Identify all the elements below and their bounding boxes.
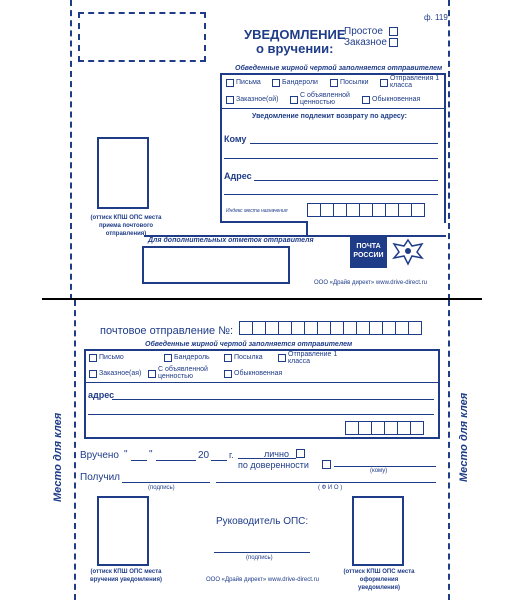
right-dashed-guide [448,0,450,300]
left-dashed-guide-bottom [74,300,76,600]
to-whom-caption: (кому) [370,468,388,474]
proxy-label: по доверенности [238,460,309,470]
left-dashed-guide [70,0,72,300]
glue-area-left: Место для клея [52,412,64,502]
b-type-declared-value-label: С объявленной ценностью [158,366,208,380]
type-registered-label: Заказное(ой) [236,96,279,103]
sender-area-bottom-left [220,221,308,223]
b-type-registered-checkbox[interactable] [89,370,97,378]
index-label: Индекс места назначения [226,208,288,214]
delivered-label: Вручено [80,450,119,461]
year-suffix: г. [229,450,234,460]
option-registered-label: Заказное [344,37,387,48]
b-type-parcel-label: Посылка [234,354,263,361]
b-type-ordinary-checkbox[interactable] [224,370,232,378]
year-prefix: 20 [198,450,210,461]
delivery-stamp-box [97,496,149,566]
day-line[interactable] [131,460,147,461]
publisher-top: ООО «Драйв директ» www.drive-direct.ru [314,280,427,286]
type-parcels-label: Посылки [340,79,369,86]
b-type-first-class-checkbox[interactable] [278,354,286,362]
b-type-registered-label: Заказное(ая) [99,370,142,377]
year-line[interactable] [211,460,227,461]
option-registered-checkbox[interactable] [389,38,398,47]
eagle-emblem-icon [388,236,428,268]
form-number: ф. 119 [424,13,448,22]
issuing-stamp-caption: (оттиск КПШ ОПС места оформления уведомления) [343,569,415,591]
type-parcel-post-checkbox[interactable] [272,79,280,87]
glue-area-right: Место для клея [458,392,470,482]
type-letters-checkbox[interactable] [226,79,234,87]
b-types-divider [84,382,440,383]
right-dashed-guide-bottom [448,300,450,600]
b-type-declared-value-checkbox[interactable] [148,370,156,378]
cut-line [42,298,482,300]
personally-checkbox[interactable] [296,449,305,458]
type-parcel-post-label: Бандероли [282,79,318,86]
address-line-1[interactable] [254,180,438,181]
head-label: Руководитель ОПС: [216,516,309,527]
notice-subtitle: о вручении: [256,41,334,56]
sender-note-bottom: Обведенные жирной чертой заполняется отправителем [145,341,353,348]
received-name-line[interactable] [216,482,436,483]
personally-line [238,458,296,459]
received-signature-line[interactable] [122,482,210,483]
b-index-cells[interactable] [346,421,424,435]
to-label: Кому [224,134,247,144]
b-address-label: адрес [88,390,115,400]
address-label: Адрес [224,171,252,181]
b-type-letter-checkbox[interactable] [89,354,97,362]
sender-area-step [306,223,308,235]
to-line-1[interactable] [250,143,438,144]
shipment-number-cells[interactable] [240,321,422,335]
b-type-letter-label: Письмо [99,354,124,361]
shipment-label: почтовое отправление №: [100,325,234,337]
b-address-line-1[interactable] [112,399,434,400]
b-type-first-class-label: Отправление 1 класса [288,351,338,365]
date-quote-open: " [124,449,128,460]
personally-label: лично [264,449,289,459]
date-quote-close: " [149,449,153,460]
delivery-stamp-caption: (оттиск КПШ ОПС места вручения уведомления) [90,569,162,583]
type-parcels-checkbox[interactable] [330,79,338,87]
acceptance-stamp-box [97,137,149,209]
issuing-stamp-box [352,496,404,566]
b-type-parcel-post-label: Бандероль [174,354,210,361]
to-line-2[interactable] [224,158,438,159]
type-first-class-label: Отправления 1 класса [390,75,440,89]
option-simple-label: Простое [344,26,383,37]
post-logo: ПОЧТА РОССИИ [350,236,387,268]
type-first-class-checkbox[interactable] [380,79,388,87]
type-registered-checkbox[interactable] [226,96,234,104]
b-type-parcel-post-checkbox[interactable] [164,354,172,362]
type-declared-value-checkbox[interactable] [290,96,298,104]
publisher-bottom: ООО «Драйв директ» www.drive-direct.ru [206,577,319,583]
notice-title: УВЕДОМЛЕНИЕ [244,27,346,42]
fio-caption: ( Ф И О ) [318,485,343,491]
head-signature-line[interactable] [214,552,310,553]
received-label: Получил [80,472,120,483]
extra-marks-label: Для дополнительных отметок отправителя [148,237,314,244]
return-note: Уведомление подлежит возврату по адресу: [252,113,407,120]
types-divider [220,108,446,109]
signature-caption: (подпись) [148,485,175,491]
sender-note: Обведенные жирной чертой заполняется отправителем [235,65,443,72]
b-type-parcel-checkbox[interactable] [224,354,232,362]
index-cells[interactable] [308,203,425,217]
proxy-checkbox[interactable] [322,460,331,469]
type-ordinary-checkbox[interactable] [362,96,370,104]
type-letters-label: Письма [236,79,261,86]
month-line[interactable] [156,460,196,461]
extra-marks-box[interactable] [142,246,290,284]
b-address-line-2[interactable] [88,414,434,415]
option-simple-checkbox[interactable] [389,27,398,36]
acceptance-stamp-caption: (оттиск КПШ ОПС места приема почтового отправления) [90,215,162,237]
head-signature-caption: (подпись) [246,555,273,561]
address-window [78,12,206,62]
address-line-2[interactable] [224,194,438,195]
b-type-ordinary-label: Обыкновенная [234,370,283,377]
type-declared-value-label: С объявленной ценностью [300,92,350,106]
type-ordinary-label: Обыкновенная [372,96,421,103]
